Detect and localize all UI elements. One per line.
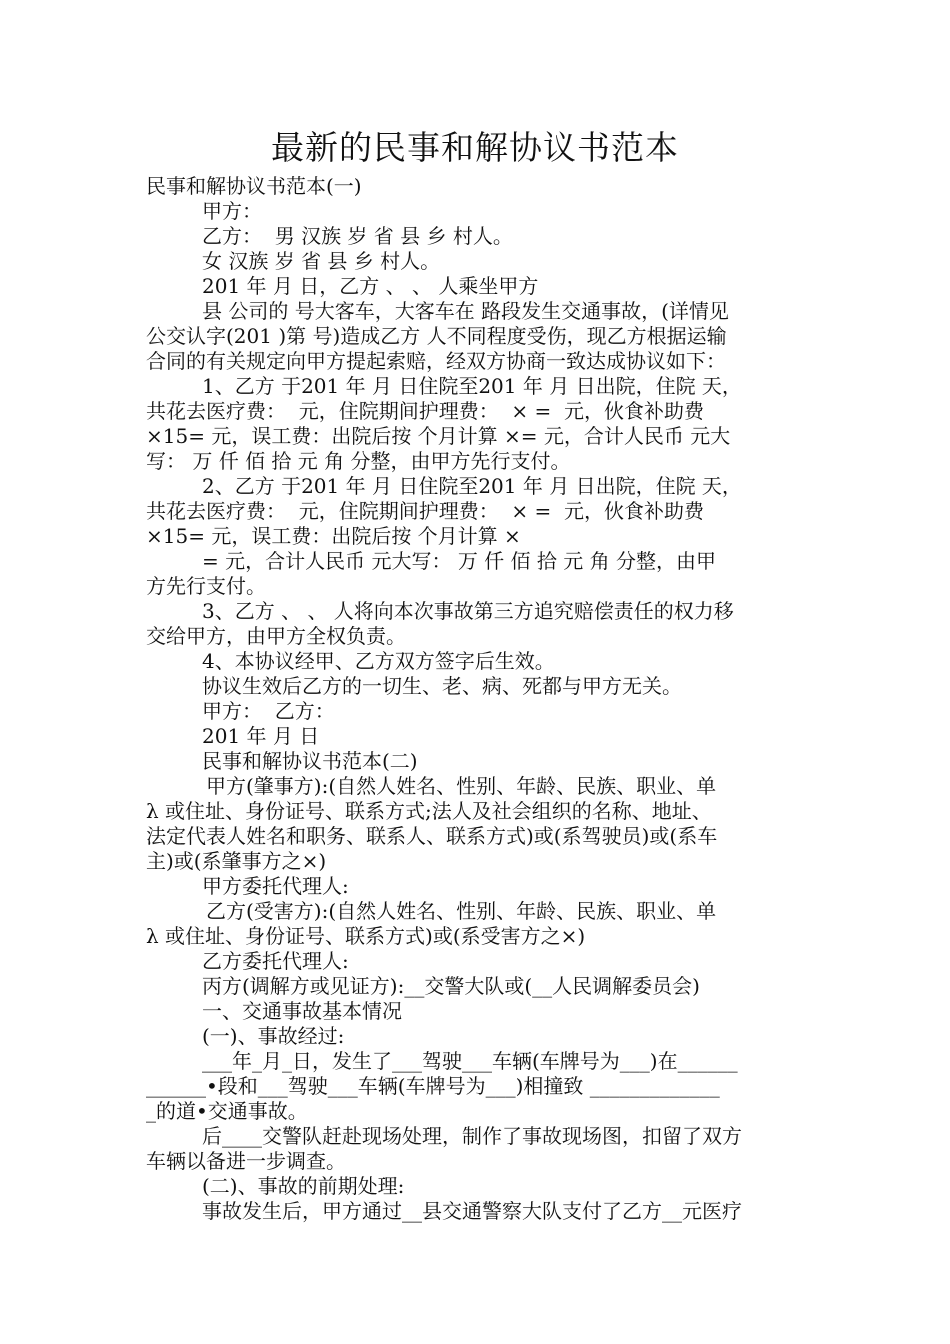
text-line: 事故发生后，甲方通过__县交通警察大队支付了乙方__元医疗 bbox=[202, 1199, 742, 1223]
text-line: 协议生效后乙方的一切生、老、病、死都与甲方无关。 bbox=[202, 674, 682, 698]
text-line: 4、本协议经甲、乙方双方签字后生效。 bbox=[202, 649, 555, 673]
text-line: 公交认字(201 )第 号)造成乙方 人不同程度受伤，现乙方根据运输 bbox=[146, 324, 727, 348]
text-line: 乙方： 男 汉族 岁 省 县 乡 村人。 bbox=[202, 224, 513, 248]
text-line: ___年_月_日，发生了___驾驶___车辆(车牌号为___)在______ bbox=[202, 1049, 738, 1073]
text-line: 车辆以备进一步调查。 bbox=[146, 1149, 346, 1173]
text-line: 乙方委托代理人: bbox=[202, 949, 349, 973]
text-line: 民事和解协议书范本(二) bbox=[202, 749, 418, 773]
text-line: 丙方(调解方或见证方):__交警大队或(__人民调解委员会) bbox=[202, 974, 700, 998]
text-line: 1、乙方 于201 年 月 日住院至201 年 月 日出院，住院 天， bbox=[202, 374, 742, 398]
text-line: λ 或住址、身份证号、联系方式)或(系受害方之×) bbox=[146, 924, 586, 948]
text-line: 共花去医疗费： 元，住院期间护理费： × = 元，伙食补助费 bbox=[146, 499, 705, 523]
text-line: 201 年 月 日 bbox=[202, 724, 320, 748]
text-line: 一、交通事故基本情况 bbox=[202, 999, 402, 1023]
text-line: ×15= 元，误工费：出院后按 个月计算 ×= 元，合计人民币 元大 bbox=[146, 424, 731, 448]
text-line: 甲方： bbox=[202, 199, 262, 223]
text-line: λ 或住址、身份证号、联系方式;法人及社会组织的名称、地址、 bbox=[146, 799, 712, 823]
text-line: 县 公司的 号大客车，大客车在 路段发生交通事故，(详情见 bbox=[202, 299, 729, 323]
text-line: = 元，合计人民币 元大写： 万 仟 佰 拾 元 角 分整，由甲 bbox=[202, 549, 716, 573]
text-line: 交给甲方，由甲方全权负责。 bbox=[146, 624, 406, 648]
text-line: ×15= 元，误工费：出院后按 个月计算 × bbox=[146, 524, 521, 548]
text-line: 后____交警队赶赴现场处理，制作了事故现场图，扣留了双方 bbox=[202, 1124, 742, 1148]
text-line: _的道•交通事故。 bbox=[146, 1099, 308, 1123]
text-line: (一)、事故经过: bbox=[202, 1024, 345, 1048]
text-line: 3、乙方 、 、 人将向本次事故第三方追究赔偿责任的权力移 bbox=[202, 599, 734, 623]
text-line: 甲方(肇事方):(自然人姓名、性别、年龄、民族、职业、单 bbox=[206, 774, 717, 798]
text-line: 法定代表人姓名和职务、联系人、联系方式)或(系驾驶员)或(系车 bbox=[146, 824, 718, 848]
text-line: 写： 万 仟 佰 拾 元 角 分整，由甲方先行支付。 bbox=[146, 449, 571, 473]
text-line: 民事和解协议书范本(一) bbox=[146, 174, 362, 198]
text-line: 2、乙方 于201 年 月 日住院至201 年 月 日出院，住院 天， bbox=[202, 474, 742, 498]
document-body bbox=[146, 174, 806, 1224]
text-line: 主)或(系肇事方之×) bbox=[146, 849, 327, 873]
text-line: 共花去医疗费： 元，住院期间护理费： × = 元，伙食补助费 bbox=[146, 399, 705, 423]
document-title: 最新的民事和解协议书范本 bbox=[271, 128, 679, 167]
text-line: (二)、事故的前期处理: bbox=[202, 1174, 405, 1198]
text-line: 甲方： 乙方： bbox=[202, 699, 335, 723]
text-line: 女 汉族 岁 省 县 乡 村人。 bbox=[202, 249, 441, 273]
text-line: 201 年 月 日，乙方 、 、 人乘坐甲方 bbox=[202, 274, 539, 298]
text-line: 甲方委托代理人: bbox=[202, 874, 349, 898]
text-line: ______•段和___驾驶___车辆(车牌号为___)相撞致 _____________ bbox=[146, 1074, 720, 1098]
text-line: 乙方(受害方):(自然人姓名、性别、年龄、民族、职业、单 bbox=[206, 899, 717, 923]
text-line: 方先行支付。 bbox=[146, 574, 266, 598]
text-line: 合同的有关规定向甲方提起索赔，经双方协商一致达成协议如下： bbox=[146, 349, 726, 373]
